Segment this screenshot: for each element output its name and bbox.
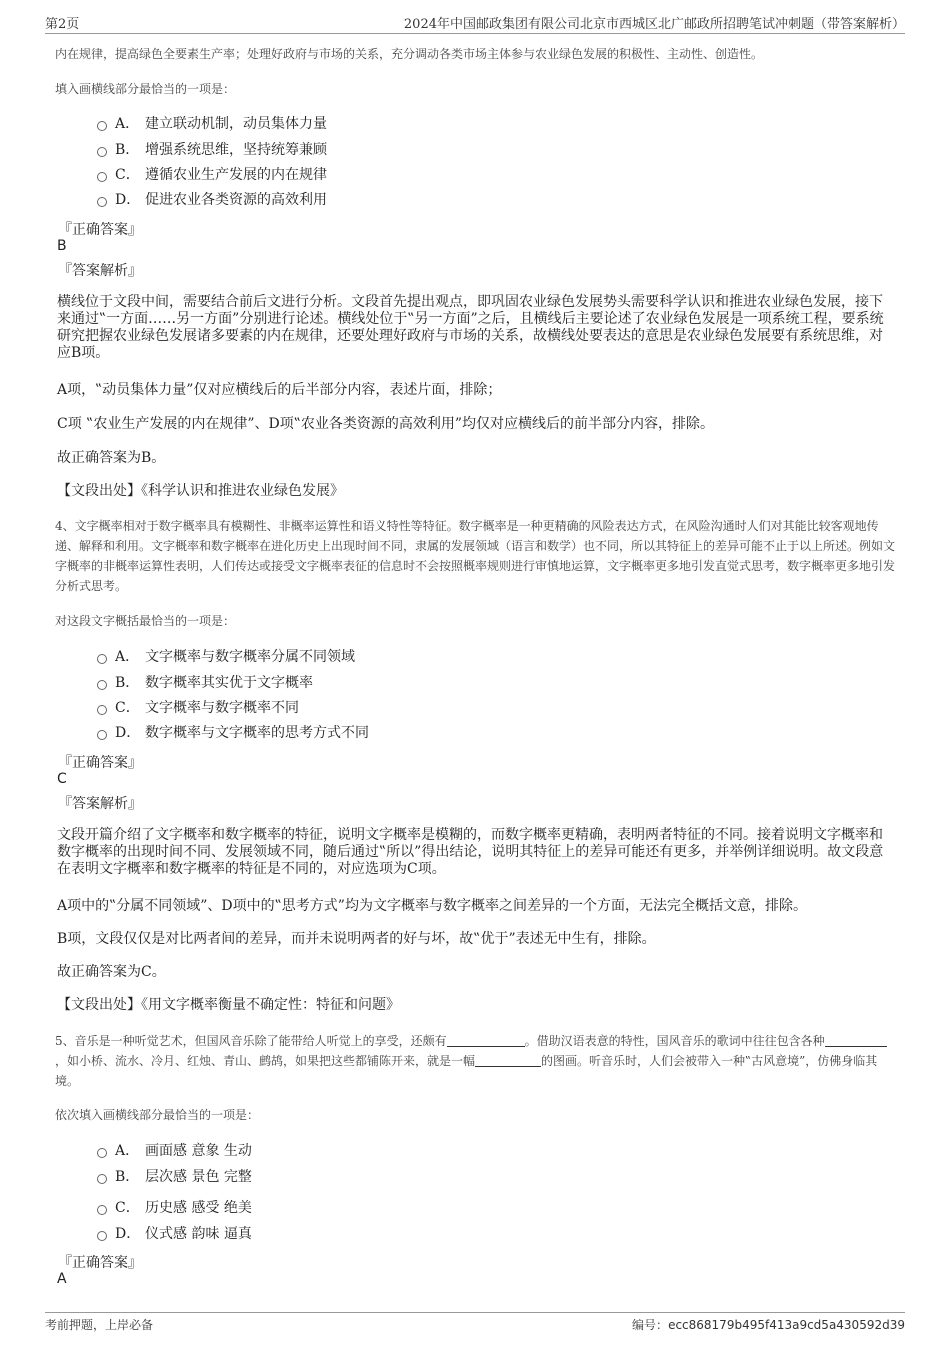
q3-analysis-1: 横线位于文段中间，需要结合前后文进行分析。文段首先提出观点，即巩固农业绿色发展势头需要科学认识和推进农业绿色发展，接下来通过‟一方面……另一方面”分别进行论述。横线处位于‟另一方面”之后，且横线后主要论述了农业绿色发展是一项系统工程，要系统研究把握农业绿色发展诸多要素的内在规律，还要处理好政府与市场的关系，故横线处要表达的意思是农业绿色发展要有系统思维，对应B项。 (57, 294, 884, 361)
q3-text: 内在规律，提高绿色全要素生产率；处理好政府与市场的关系，充分调动各类市场主体参与农业绿色发展的积极性、主动性、创造性。 (55, 47, 764, 61)
radio-icon[interactable] (97, 121, 107, 131)
q4-analysis-4: 故正确答案为C。 (57, 964, 166, 980)
radio-icon[interactable] (97, 147, 107, 157)
q3-option-b[interactable]: B． 增强系统思维，坚持统筹兼顾 (97, 140, 327, 160)
q4-answer: C (57, 771, 67, 787)
fill-blank-2 (825, 1034, 887, 1047)
q3-source: 【文段出处】《科学认识和推进农业绿色发展》 (57, 483, 344, 499)
q4-prompt: 对这段文字概括最恰当的一项是： (55, 614, 236, 628)
q5-answer-label: 『正确答案』 (58, 1255, 142, 1271)
fill-blank-1 (447, 1034, 525, 1047)
q5-answer: A (57, 1271, 67, 1287)
fill-blank-3 (475, 1054, 541, 1067)
document-title: 2024年中国邮政集团有限公司北京市西城区北广邮政所招聘笔试冲刺题（带答案解析） (403, 17, 905, 32)
q4-answer-label: 『正确答案』 (58, 755, 142, 771)
q3-analysis-label: 『答案解析』 (58, 263, 142, 279)
q3-answer: B (57, 238, 67, 254)
page-number: 第2页 (45, 17, 80, 32)
radio-icon[interactable] (97, 197, 107, 207)
q4-source: 【文段出处】《用文字概率衡量不确定性：特征和问题》 (57, 997, 400, 1013)
q3-option-d[interactable]: D． 促进农业各类资源的高效利用 (97, 190, 327, 210)
radio-icon[interactable] (97, 1148, 107, 1158)
radio-icon[interactable] (97, 705, 107, 715)
q3-option-c[interactable]: C． 遵循农业生产发展的内在规律 (97, 165, 327, 185)
radio-icon[interactable] (97, 172, 107, 182)
q4-text: 4、文字概率相对于数字概率具有模糊性、非概率运算性和语义特性等特征。数字概率是一种更精确的风险表达方式，在风险沟通时人们对其能比较客观地传递、解释和利用。文字概率和数字概率在进化历史上出现时间不同，隶属的发展领域（语言和数学）也不同，所以其特征上的差异可能不止于以上所述。例如文字概率的非概率运算性表明，人们传达或接受文字概率表征的信息时不会按照概率规则进行审慎地运算，文字概率更多地引发直觉式思考，数字概率更多地引发分析式思考。 (55, 519, 896, 593)
q5-option-b[interactable]: B． 层次感 景色 完整 (97, 1167, 252, 1187)
q5-option-a[interactable]: A． 画面感 意象 生动 (97, 1141, 252, 1161)
q4-option-c[interactable]: C． 文字概率与数字概率不同 (97, 698, 299, 718)
q5-text: 5、音乐是一种听觉艺术，但国风音乐除了能带给人听觉上的享受，还颇有 。借助汉语表意的特性，国风音乐的歌词中往往包含各种，如小桥、流水、冷月、红烛、青山、鹧鸪，如果把这些都铺陈开来，就是一幅 的图画。听音乐时，人们会被带入一种‟古风意境”，仿佛身临其境。 (55, 1031, 895, 1091)
q3-prompt: 填入画横线部分最恰当的一项是： (55, 82, 236, 96)
q4-option-d[interactable]: D． 数字概率与文字概率的思考方式不同 (97, 723, 369, 743)
document-code: 编号：ecc868179b495f413a9cd5a430592d39 (632, 1318, 905, 1332)
q3-analysis-2: A项，‟动员集体力量”仅对应横线后的后半部分内容，表述片面，排除； (57, 382, 502, 398)
q3-option-a[interactable]: A． 建立联动机制，动员集体力量 (97, 114, 327, 134)
page-header (45, 10, 905, 34)
q4-analysis-label: 『答案解析』 (58, 796, 142, 812)
q4-option-b[interactable]: B． 数字概率其实优于文字概率 (97, 673, 313, 693)
q4-analysis-1: 文段开篇介绍了文字概率和数字概率的特征，说明文字概率是模糊的，而数字概率更精确，表明两者特征的不同。接着说明文字概率和数字概率的出现时间不同、发展领域不同，随后通过‟所以”得出结论，说明其特征上的差异可能还有更多，并举例详细说明。故文段意在表明文字概率和数字概率的特征是不同的，对应选项为C项。 (57, 827, 884, 877)
q3-answer-label: 『正确答案』 (58, 222, 142, 238)
radio-icon[interactable] (97, 654, 107, 664)
q4-analysis-2: A项中的‟分属不同领域”、D项中的‟思考方式”均为文字概率与数字概率之间差异的一个方面，无法完全概括文意，排除。 (57, 898, 807, 914)
page-footer (45, 1312, 905, 1338)
radio-icon[interactable] (97, 1174, 107, 1184)
q3-analysis-3: C项 ‟农业生产发展的内在规律”、D项‟农业各类资源的高效利用”均仅对应横线后的前半部分内容，排除。 (57, 416, 715, 432)
radio-icon[interactable] (97, 730, 107, 740)
q5-option-c[interactable]: C． 历史感 感受 绝美 (97, 1198, 252, 1218)
q3-analysis-4: 故正确答案为B。 (57, 450, 166, 466)
radio-icon[interactable] (97, 1231, 107, 1241)
footer-slogan: 考前押题，上岸必备 (45, 1318, 154, 1332)
q5-option-d[interactable]: D． 仪式感 韵味 逼真 (97, 1224, 252, 1244)
radio-icon[interactable] (97, 680, 107, 690)
q4-option-a[interactable]: A． 文字概率与数字概率分属不同领域 (97, 647, 355, 667)
q4-analysis-3: B项，文段仅仅是对比两者间的差异，而并未说明两者的好与坏，故‟优于”表述无中生有，排除。 (57, 931, 656, 947)
q5-prompt: 依次填入画横线部分最恰当的一项是： (55, 1108, 260, 1122)
radio-icon[interactable] (97, 1205, 107, 1215)
